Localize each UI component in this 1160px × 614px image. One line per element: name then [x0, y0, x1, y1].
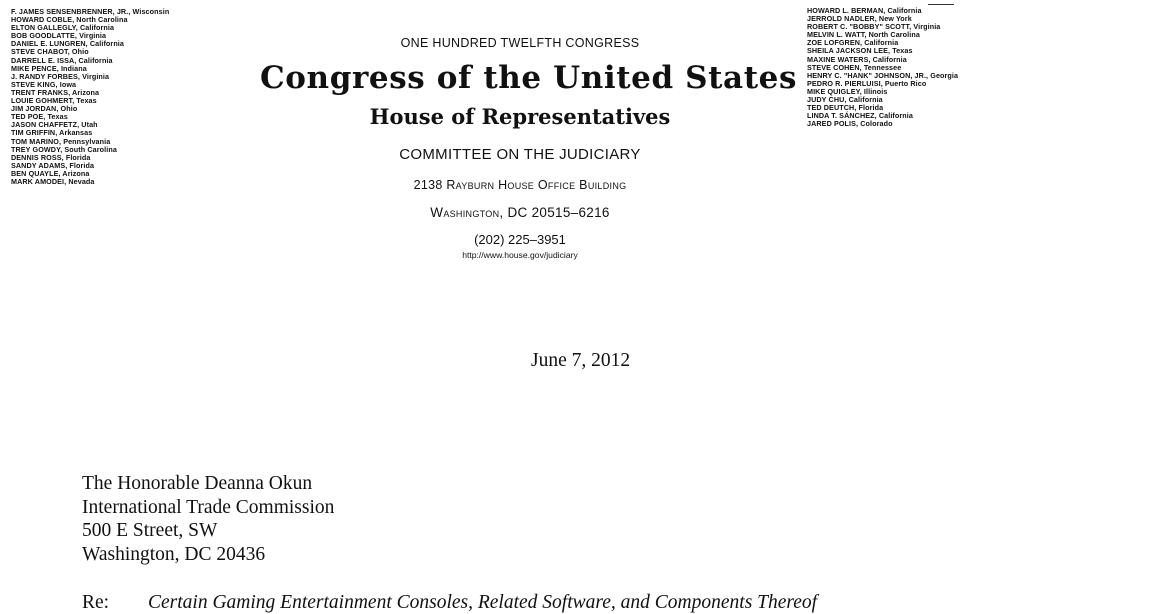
- member-entry: DENNIS ROSS, Florida: [11, 152, 91, 162]
- member-name: HOWARD COBLE: [11, 15, 73, 25]
- member-name: TRENT FRANKS: [11, 87, 69, 97]
- minority-members-list: [807, 7, 958, 128]
- member-state: California: [872, 54, 907, 64]
- member-entry: JIM JORDAN, Ohio: [11, 104, 78, 114]
- member-entry: PEDRO R. PIERLUISI, Puerto Rico: [807, 78, 927, 88]
- member-state: Florida: [65, 152, 91, 162]
- member-name: STEVE CHABOT: [11, 47, 68, 57]
- member-state: Puerto Rico: [884, 78, 927, 88]
- member-name: STEVE KING: [11, 79, 56, 89]
- member-entry: MAXINE WATERS, California: [807, 54, 907, 64]
- member-name: JIM JORDAN: [11, 104, 57, 114]
- member-entry: STEVE COHEN, Tennessee: [807, 62, 902, 72]
- member-state: Colorado: [860, 119, 893, 129]
- member-entry: LINDA T. SÁNCHEZ, California: [807, 111, 913, 121]
- house-title: House of Representatives: [369, 104, 671, 129]
- member-name: DANIEL E. LUNGREN: [11, 39, 86, 49]
- member-entry: TED POE, Texas: [11, 112, 68, 122]
- member-entry: TREY GOWDY, South Carolina: [11, 144, 117, 154]
- member-name: PEDRO R. PIERLUISI: [807, 78, 881, 88]
- member-name: JASON CHAFFETZ: [11, 120, 78, 130]
- member-name: LINDA T. SÁNCHEZ: [807, 111, 875, 121]
- member-state: North Carolina: [76, 15, 128, 25]
- member-state: North Carolina: [868, 30, 920, 40]
- member-state: Texas: [76, 96, 97, 106]
- member-entry: JUDY CHU, California: [807, 95, 883, 105]
- member-entry: MARK AMODEI, Nevada: [11, 176, 95, 186]
- member-name: MIKE PENCE: [11, 63, 57, 73]
- member-state: Tennessee: [863, 62, 902, 72]
- subject-label: Re:: [82, 592, 110, 613]
- recipient-line: International Trade Commission: [82, 496, 335, 518]
- member-state: Illinois: [863, 86, 888, 96]
- member-entry: ZOE LOFGREN, California: [807, 38, 899, 48]
- member-state: Iowa: [59, 79, 77, 89]
- letter-date: June 7, 2012: [531, 350, 631, 371]
- recipient-line: 500 E Street, SW: [82, 520, 218, 541]
- congress-title: Congress of the United States: [260, 60, 798, 96]
- member-state: Arizona: [62, 168, 90, 178]
- member-state: Nevada: [68, 176, 95, 186]
- member-entry: TED DEUTCH, Florida: [807, 103, 884, 113]
- member-name: SANDY ADAMS: [11, 160, 66, 170]
- member-name: TOM MARINO: [11, 136, 59, 146]
- member-state: Arkansas: [59, 128, 93, 138]
- member-name: SHEILA JACKSON LEE: [807, 46, 889, 56]
- member-entry: JERROLD NADLER, New York: [807, 14, 912, 24]
- member-name: LOUIE GOHMERT: [11, 96, 73, 106]
- member-state: Pennsylvania: [63, 136, 111, 146]
- member-entry: BOB GOODLATTE, Virginia: [11, 31, 107, 41]
- member-entry: SANDY ADAMS, Florida: [11, 160, 95, 170]
- member-name: F. JAMES SENSENBRENNER, JR.: [11, 7, 129, 16]
- member-entry: ROBERT C. "BOBBY" SCOTT, Virginia: [807, 22, 941, 32]
- member-name: MIKE QUIGLEY: [807, 86, 860, 96]
- recipient-address: [82, 472, 334, 566]
- member-entry: TIM GRIFFIN, Arkansas: [11, 128, 93, 138]
- member-entry: HOWARD L. BERMAN, California: [807, 6, 922, 15]
- member-state: California: [887, 6, 922, 15]
- member-state: Florida: [69, 160, 95, 170]
- member-name: MARK AMODEI: [11, 176, 65, 186]
- member-entry: STEVE KING, Iowa: [11, 79, 77, 89]
- member-state: Arizona: [72, 87, 100, 97]
- member-state: Virginia: [913, 22, 941, 32]
- member-name: TIM GRIFFIN: [11, 128, 56, 138]
- committee-website: http://www.house.gov/judiciary: [462, 250, 578, 260]
- recipient-line: The Honorable Deanna Okun: [82, 473, 313, 494]
- member-state: Florida: [858, 103, 884, 113]
- member-state: Ohio: [60, 104, 78, 114]
- member-entry: MELVIN L. WATT, North Carolina: [807, 30, 920, 40]
- member-entry: BEN QUAYLE, Arizona: [11, 168, 90, 178]
- office-building: 2138 Rayburn House Office Building: [413, 178, 627, 192]
- member-entry: TOM MARINO, Pennsylvania: [11, 136, 111, 146]
- member-entry: F. JAMES SENSENBRENNER, JR., Wisconsin: [11, 7, 170, 16]
- member-name: BEN QUAYLE: [11, 168, 59, 178]
- member-entry: MIKE QUIGLEY, Illinois: [807, 86, 888, 96]
- member-name: BOB GOODLATTE: [11, 31, 75, 41]
- member-state: California: [79, 23, 115, 33]
- member-entry: DARRELL E. ISSA, California: [11, 55, 113, 65]
- subject-line: [82, 592, 817, 614]
- member-state: Virginia: [82, 71, 110, 81]
- member-state: Virginia: [79, 31, 107, 41]
- member-name: HENRY C. "HANK" JOHNSON, JR.: [807, 70, 927, 80]
- subject-text: Certain Gaming Entertainment Consoles, Related Software, and Components Thereof: [148, 592, 818, 613]
- member-state: California: [848, 95, 883, 105]
- member-state: California: [78, 55, 113, 65]
- member-state: Texas: [892, 46, 913, 56]
- member-name: ELTON GALLEGLY: [11, 23, 76, 33]
- member-entry: JASON CHAFFETZ, Utah: [11, 120, 98, 130]
- member-state: California: [89, 39, 125, 49]
- member-name: HOWARD L. BERMAN: [807, 6, 884, 15]
- member-entry: HENRY C. "HANK" JOHNSON, JR., Georgia: [807, 70, 959, 80]
- member-state: Utah: [81, 120, 98, 130]
- member-state: Georgia: [930, 70, 959, 80]
- member-state: California: [878, 111, 913, 121]
- member-entry: HOWARD COBLE, North Carolina: [11, 15, 128, 25]
- office-city: Washington, DC 20515–6216: [430, 205, 610, 220]
- member-entry: DANIEL E. LUNGREN, California: [11, 39, 125, 49]
- office-phone: (202) 225–3951: [474, 232, 566, 247]
- majority-members-list: [11, 8, 169, 186]
- member-state: Ohio: [71, 47, 89, 57]
- member-name: DARRELL E. ISSA: [11, 55, 75, 65]
- member-name: ZOE LOFGREN: [807, 38, 861, 48]
- member-name: TED DEUTCH: [807, 103, 855, 113]
- member-name: MAXINE WATERS: [807, 54, 869, 64]
- member-state: New York: [878, 14, 912, 24]
- member-entry: JARED POLIS, Colorado: [807, 119, 893, 129]
- member-name: JERROLD NADLER: [807, 14, 875, 24]
- member-entry: LOUIE GOHMERT, Texas: [11, 96, 97, 106]
- member-name: STEVE COHEN: [807, 62, 860, 72]
- member-state: Indiana: [60, 63, 87, 73]
- member-name: ROBERT C. "BOBBY" SCOTT: [807, 22, 910, 32]
- member-name: MELVIN L. WATT: [807, 30, 865, 40]
- recipient-line: Washington, DC 20436: [82, 543, 266, 565]
- committee-name: COMMITTEE ON THE JUDICIARY: [399, 146, 641, 163]
- congress-number: ONE HUNDRED TWELFTH CONGRESS: [400, 36, 640, 50]
- member-name: TREY GOWDY: [11, 144, 61, 154]
- member-entry: STEVE CHABOT, Ohio: [11, 47, 89, 57]
- member-name: JARED POLIS: [807, 119, 857, 129]
- member-name: JUDY CHU: [807, 95, 845, 105]
- member-name: J. RANDY FORBES: [11, 71, 78, 81]
- minority-list-rule: [928, 4, 954, 5]
- member-entry: J. RANDY FORBES, Virginia: [11, 71, 110, 81]
- member-state: Texas: [47, 112, 68, 122]
- member-entry: TRENT FRANKS, Arizona: [11, 87, 100, 97]
- member-entry: SHEILA JACKSON LEE, Texas: [807, 46, 913, 56]
- member-name: DENNIS ROSS: [11, 152, 62, 162]
- member-entry: MIKE PENCE, Indiana: [11, 63, 87, 73]
- member-state: Wisconsin: [132, 7, 170, 16]
- member-state: California: [864, 38, 899, 48]
- member-name: TED POE: [11, 112, 44, 122]
- member-state: South Carolina: [64, 144, 117, 154]
- member-entry: ELTON GALLEGLY, California: [11, 23, 115, 33]
